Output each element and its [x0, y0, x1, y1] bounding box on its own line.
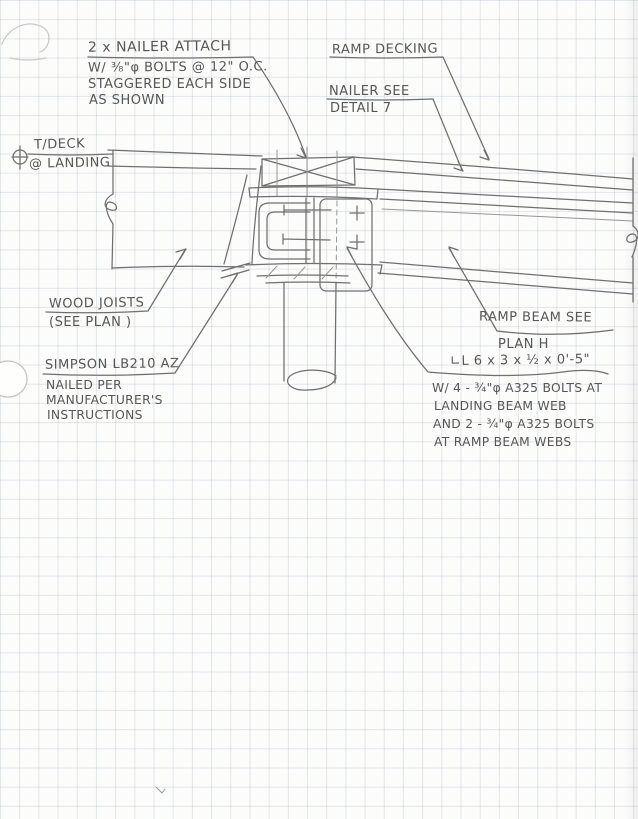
label-simpson-1: SIMPSON LB210 AZ	[44, 356, 180, 373]
label-ramp-beam-2: PLAN H	[498, 337, 549, 352]
label-nailer-attach-3: STAGGERED EACH SIDE	[88, 77, 252, 92]
label-t-deck-2: @ LANDING	[28, 155, 111, 172]
hole-punch	[0, 361, 27, 397]
label-nailer-detail-2: DETAIL 7	[330, 101, 392, 116]
post-break-loop	[288, 370, 336, 390]
label-nailer-attach-4: AS SHOWN	[89, 93, 166, 108]
stray-pencil-mark	[156, 787, 165, 793]
label-wood-joists-2: (SEE PLAN )	[49, 315, 132, 330]
label-simpson-3: MANUFACTURER'S	[46, 393, 163, 407]
label-nailer-attach-2: W/ ⅜"φ BOLTS @ 12" O.C.	[87, 59, 268, 76]
wood-joist	[221, 166, 261, 278]
support-post	[266, 282, 350, 390]
label-simpson-2: NAILED PER	[46, 378, 122, 392]
label-angle-note-2: W/ 4 - ¾"φ A325 BOLTS AT	[432, 381, 603, 395]
break-squiggle-icon	[627, 226, 638, 257]
label-ramp-decking: RAMP DECKING	[331, 41, 439, 58]
label-simpson-4: INSTRUCTIONS	[47, 408, 143, 422]
beam-connection	[246, 147, 382, 291]
label-ramp-beam-1: RAMP BEAM SEE	[478, 309, 593, 326]
label-angle-note-1: ∟L 6 x 3 x ½ x 0'-5"	[449, 352, 591, 369]
label-t-deck-1: T/DECK	[33, 136, 86, 153]
label-angle-note-4: AND 2 - ¾"φ A325 BOLTS	[433, 417, 595, 431]
label-wood-joists-1: WOOD JOISTS	[48, 295, 145, 312]
label-nailer-attach-1: 2 x NAILER ATTACH	[87, 38, 232, 56]
beam-bottom-flange	[246, 264, 382, 266]
label-angle-note-3: LANDING BEAM WEB	[434, 399, 567, 413]
page-curl-mark	[2, 24, 49, 60]
bolt-plus-mark	[350, 206, 364, 220]
beam-top-flange	[249, 187, 378, 189]
label-nailer-detail-1: NAILER SEE	[329, 84, 410, 99]
bolt-plus-mark	[350, 235, 364, 249]
ramp-structure	[352, 157, 638, 302]
label-angle-note-5: AT RAMP BEAM WEBS	[434, 435, 572, 449]
elevation-marker-icon	[12, 146, 28, 169]
break-squiggle-icon	[105, 194, 116, 224]
